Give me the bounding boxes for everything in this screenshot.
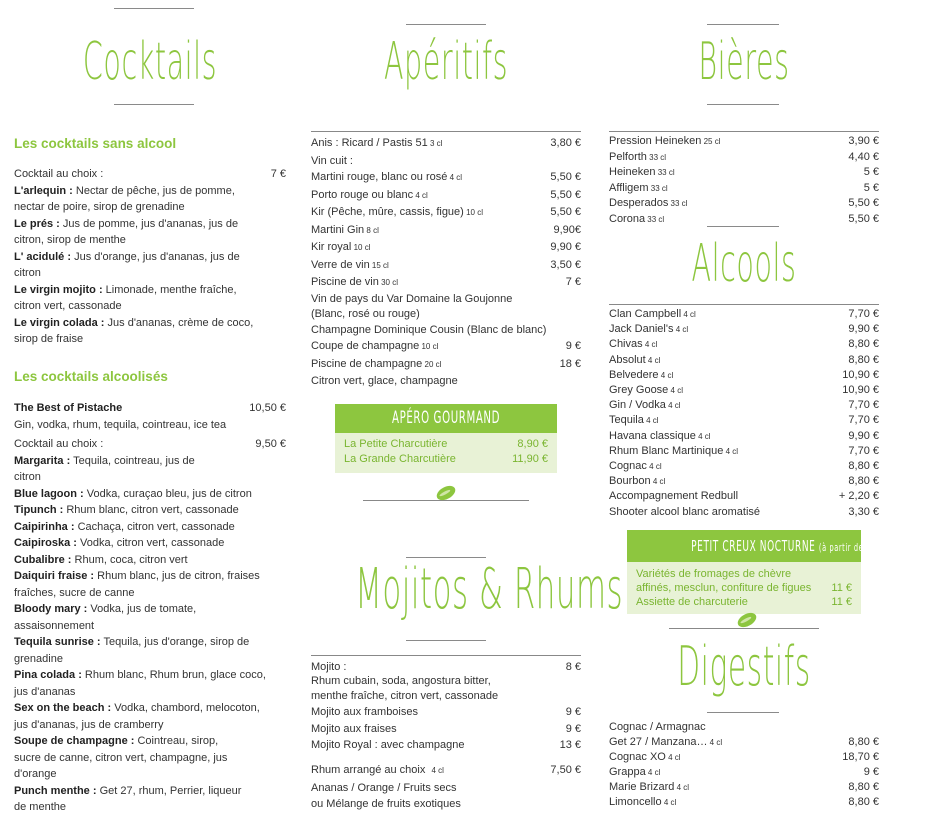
choice-price: 9,50 € <box>255 438 286 450</box>
list-item: Sex on the beach : Vodka, chambord, melocoton, jus d'ananas, jus de cramberry <box>14 702 260 731</box>
vin-cuit-label: Vin cuit : <box>311 154 353 167</box>
list-item: Affligem 33 cl 5 € <box>609 181 879 194</box>
list-item: Tipunch : Rhum blanc, citron vert, cassonade <box>14 504 239 516</box>
divider <box>363 500 529 501</box>
divider <box>311 131 581 132</box>
list-item: Assiette de charcuterie 11 € <box>636 596 852 608</box>
apero-title: APÉRO GOURMAND <box>391 408 501 428</box>
list-item: Belvedere 4 cl 10,90 € <box>609 368 879 381</box>
rhum-desc: ou Mélange de fruits exotiques <box>311 798 461 810</box>
alcools-title: Alcools <box>691 234 797 294</box>
list-item: Kir (Pêche, mûre, cassis, figue) 10 cl 5,50 € <box>311 206 581 218</box>
list-item: Marie Brizard 4 cl 8,80 € <box>609 781 879 793</box>
cocktails-title: Cocktails <box>82 32 218 92</box>
list-item: La Grande Charcutière 11,90 € <box>344 453 548 465</box>
list-item: Jack Daniel's 4 cl 9,90 € <box>609 323 879 336</box>
best-price: 10,50 € <box>249 402 286 414</box>
list-item: Mojito aux fraises 9 € <box>311 722 581 735</box>
list-item: Pelforth 33 cl 4,40 € <box>609 150 879 163</box>
list-item: Margarita : Tequila, cointreau, jus de citron <box>14 454 195 483</box>
divider <box>707 226 779 227</box>
list-item: Get 27 / Manzana… 4 cl 8,80 € <box>609 736 879 748</box>
divider <box>669 628 819 629</box>
list-item: Martini rouge, blanc ou rosé 4 cl 5,50 € <box>311 171 581 183</box>
aperitifs-title: Apéritifs <box>383 32 509 92</box>
list-item: Le virgin mojito : Limonade, menthe fraîche, citron vert, cassonade <box>14 283 237 312</box>
list-item: affinés, mesclun, confiture de figues 11 € <box>636 582 852 594</box>
list-item: Piscine de vin 30 cl 7 € <box>311 276 581 288</box>
mojitos-title: Mojitos & Rhums <box>355 557 624 622</box>
list-item: Pina colada : Rhum blanc, Rhum brun, glace coco, jus d'ananas <box>14 669 266 698</box>
divider <box>311 655 581 656</box>
list-item: Absolut 4 cl 8,80 € <box>609 353 879 366</box>
list-item: Heineken 33 cl 5 € <box>609 166 879 178</box>
divider <box>707 24 779 25</box>
list-item: Blue lagoon : Vodka, curaçao bleu, jus de citron <box>14 487 252 500</box>
list-item: Clan Campbell 4 cl 7,70 € <box>609 308 879 320</box>
divider <box>114 8 194 9</box>
list-item: Punch menthe : Get 27, rhum, Perrier, liqueur de menthe <box>14 784 242 813</box>
list-item: Shooter alcool blanc aromatisé 3,30 € <box>609 505 879 518</box>
divider <box>406 24 486 25</box>
divider <box>707 712 779 713</box>
list-item: Gin / Vodka 4 cl 7,70 € <box>609 399 879 412</box>
list-item: Rhum arrangé au choix 4 cl 7,50 € <box>311 764 581 776</box>
list-item: Mojito aux framboises 9 € <box>311 706 581 718</box>
petit-creux-box <box>627 530 884 614</box>
list-item: Anis : Ricard / Pastis 51 3 cl 3,80 € <box>311 137 581 149</box>
list-item: Martini Gin 8 cl 9,90€ <box>311 223 581 236</box>
list-item-desc: Citron vert, glace, champagne <box>311 375 458 387</box>
list-item: Rhum Blanc Martinique 4 cl 7,70 € <box>609 444 879 457</box>
list-item: Grappa 4 cl 9 € <box>609 766 879 778</box>
choice-price: 7 € <box>270 168 286 180</box>
mojito-desc: menthe fraîche, citron vert, cassonade <box>311 690 499 702</box>
rhum-desc: Ananas / Orange / Fruits secs <box>311 781 457 794</box>
list-item: Tequila 4 cl 7,70 € <box>609 414 879 427</box>
best-name: The Best of Pistache <box>14 402 123 414</box>
list-item: La Petite Charcutière 8,90 € <box>344 438 548 450</box>
apero-gourmand-box <box>335 404 557 473</box>
divider <box>609 131 879 132</box>
divider <box>114 104 194 105</box>
list-item: Porto rouge ou blanc 4 cl 5,50 € <box>311 188 581 201</box>
list-item: Bloody mary : Vodka, jus de tomate, assaisonnement <box>14 603 197 632</box>
list-item: Accompagnement Redbull + 2,20 € <box>609 490 879 503</box>
list-item: Havana classique 4 cl 9,90 € <box>609 429 879 442</box>
list-item: Cognac 4 cl 8,80 € <box>609 460 879 473</box>
list-item: L' acidulé : Jus d'orange, jus d'ananas, jus de citron <box>14 250 240 279</box>
list-item: Le prés : Jus de pomme, jus d'ananas, jus de citron, sirop de menthe <box>14 217 239 246</box>
sans-alcool-heading: Les cocktails sans alcool <box>14 136 177 151</box>
list-item: Daiquiri fraise : Rhum blanc, jus de citron, fraises fraîches, sucre de canne <box>14 570 260 599</box>
list-item: Le virgin colada : Jus d'ananas, crème de coco, sirop de fraise <box>14 316 254 345</box>
digestifs-title: Digestifs <box>677 635 811 698</box>
cognac-label: Cognac / Armagnac <box>609 721 706 733</box>
list-item: Limoncello 4 cl 8,80 € <box>609 796 879 808</box>
list-item: Soupe de champagne : Cointreau, sirop, sucre de canne, citron vert, champagne, jus d'orange <box>14 735 228 780</box>
creux-subtitle: (à partir de 23h) <box>818 541 884 554</box>
list-item: Caipiroska : Vodka, citron vert, cassonade <box>14 537 225 549</box>
list-item: Piscine de champagne 20 cl 18 € <box>311 357 581 370</box>
bieres-title: Bières <box>698 32 790 92</box>
list-item: Verre de vin 15 cl 3,50 € <box>311 258 581 271</box>
list-item: Coupe de champagne 10 cl 9 € <box>311 340 581 352</box>
vin-pays: Vin de pays du Var Domaine la Goujonne <box>311 292 513 305</box>
list-item: Mojito : 8 € <box>311 661 581 673</box>
list-item: Desperados 33 cl 5,50 € <box>609 197 879 209</box>
list-item: Corona 33 cl 5,50 € <box>609 212 879 225</box>
list-item: Grey Goose 4 cl 10,90 € <box>609 384 879 397</box>
list-item: Cubalibre : Rhum, coca, citron vert <box>14 553 188 566</box>
list-item: Tequila sunrise : Tequila, jus d'orange, sirop de grenadine <box>14 636 250 665</box>
vin-pays-desc: (Blanc, rosé ou rouge) <box>311 307 420 320</box>
mojito-desc: Rhum cubain, soda, angostura bitter, <box>311 675 491 687</box>
divider <box>609 304 879 305</box>
choice-label: Cocktail au choix : <box>14 438 104 450</box>
list-item: Mojito Royal : avec champagne 13 € <box>311 739 581 751</box>
divider <box>406 640 486 641</box>
list-item: Pression Heineken 25 cl 3,90 € <box>609 135 879 147</box>
alcoolises-heading: Les cocktails alcoolisés <box>14 369 168 384</box>
choice-label: Cocktail au choix : <box>14 168 104 180</box>
list-item: Cognac XO 4 cl 18,70 € <box>609 751 879 763</box>
list-item: Bourbon 4 cl 8,80 € <box>609 475 879 488</box>
list-item: Chivas 4 cl 8,80 € <box>609 338 879 351</box>
creux-line: Variétés de fromages de chèvre <box>636 568 792 580</box>
best-desc: Gin, vodka, rhum, tequila, cointreau, ice tea <box>14 418 227 431</box>
list-item: L'arlequin : Nectar de pêche, jus de pomme, nectar de poire, sirop de grenadine <box>14 184 235 213</box>
list-item: Caipirinha : Cachaça, citron vert, cassonade <box>14 520 235 533</box>
list-item: Kir royal 10 cl 9,90 € <box>311 241 581 253</box>
divider <box>707 104 779 105</box>
champagne-cousin: Champagne Dominique Cousin (Blanc de blanc) <box>311 323 547 336</box>
creux-title: PETIT CREUX NOCTURNE (à partir de 23h) <box>691 537 884 555</box>
